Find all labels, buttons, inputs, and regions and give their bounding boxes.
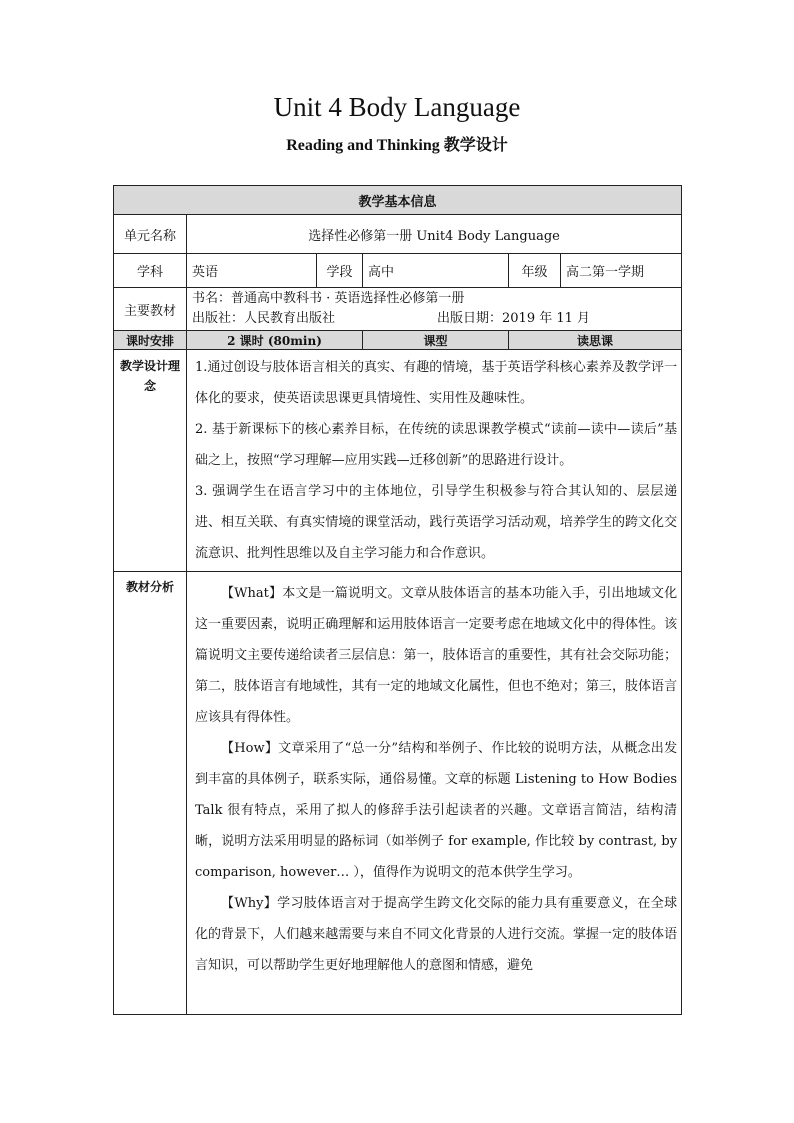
unit-row: [114, 215, 682, 254]
pub-date: 出版日期：2019 年 11 月: [437, 311, 591, 326]
subject-row: [114, 254, 682, 288]
grade-value: 高二第一学期: [561, 254, 682, 288]
publisher: 出版社：人民教育出版社: [192, 311, 336, 326]
analysis-how: 【How】文章采用了“总一分”结构和举例子、作比较的说明方法，从概念出发到丰富的具体例子，联系实际，通俗易懂。文章的标题 Listening to How Bodies Talk 很有特点，采用了拟人的修辞手法引起读者的兴趣。文章语言简洁，结构清晰，说明方法采用明显的路标词（如举例子 for example, 作比较 by contrast, by comparison, however… ），值得作为说明文的范本供学生学习。: [195, 741, 678, 880]
concept-content: [187, 350, 682, 572]
stage-value: 高中: [363, 254, 509, 288]
unit-label: 单元名称: [114, 215, 187, 254]
subject-value: 英语: [187, 254, 317, 288]
table-header-row: [114, 186, 682, 215]
document-title: Unit 4 Body Language: [273, 92, 521, 122]
type-label: 课型: [363, 331, 509, 350]
hours-row: [114, 331, 682, 350]
unit-value: 选择性必修第一册 Unit4 Body Language: [187, 215, 682, 254]
lesson-info-table: [113, 185, 682, 1015]
stage-label: 学段: [317, 254, 363, 288]
textbook-info: [187, 288, 682, 331]
hours-label: 课时安排: [114, 331, 187, 350]
publisher-line: [192, 309, 681, 329]
table-header: 教学基本信息: [114, 186, 682, 215]
analysis-row: [114, 572, 682, 1015]
concept-item: 2. 基于新课标下的核心素养目标，在传统的读思课教学模式“读前—读中—读后”基础之上，按照“学习理解—应用实践—迁移创新”的思路进行设计。: [195, 422, 678, 468]
hours-value: 2 课时 (80min): [187, 331, 363, 350]
concept-label: 教学设计理念: [114, 350, 187, 572]
type-value: 读思课: [509, 331, 682, 350]
concept-row: [114, 350, 682, 572]
textbook-label: 主要教材: [114, 288, 187, 331]
textbook-name: 书名：普通高中教科书 · 英语选择性必修第一册: [192, 291, 465, 306]
analysis-why: 【Why】学习肢体语言对于提高学生跨文化交际的能力具有重要意义，在全球化的背景下，人们越来越需要与来自不同文化背景的人进行交流。掌握一定的肢体语言知识，可以帮助学生更好地理解他人的意图和情感，避免: [195, 896, 678, 973]
analysis-label: 教材分析: [114, 572, 187, 1015]
grade-label: 年级: [509, 254, 561, 288]
subject-label: 学科: [114, 254, 187, 288]
concept-item: 3. 强调学生在语言学习中的主体地位，引导学生积极参与符合其认知的、层层递进、相互关联、有真实情境的课堂活动，践行英语学习活动观，培养学生的跨文化交流意识、批判性思维以及自主学习能力和合作意识。: [195, 484, 678, 561]
analysis-content: [187, 572, 682, 1015]
analysis-what: 【What】本文是一篇说明文。文章从肢体语言的基本功能入手，引出地域文化这一重要因素，说明正确理解和运用肢体语言一定要考虑在地域文化中的得体性。该篇说明文主要传递给读者三层信息：第一，肢体语言的重要性，其有社会交际功能；第二，肢体语言有地域性，其有一定的地域文化属性，但也不绝对；第三，肢体语言应该具有得体性。: [195, 586, 678, 725]
document-subtitle: Reading and Thinking 教学设计: [286, 137, 508, 154]
textbook-row: [114, 288, 682, 331]
analysis-paragraphs: [187, 572, 681, 1014]
concept-item: 1.通过创设与肢体语言相关的真实、有趣的情境，基于英语学科核心素养及教学评一体化的要求，使英语读思课更具情境性、实用性及趣味性。: [195, 360, 678, 406]
concept-paragraphs: [187, 350, 681, 571]
